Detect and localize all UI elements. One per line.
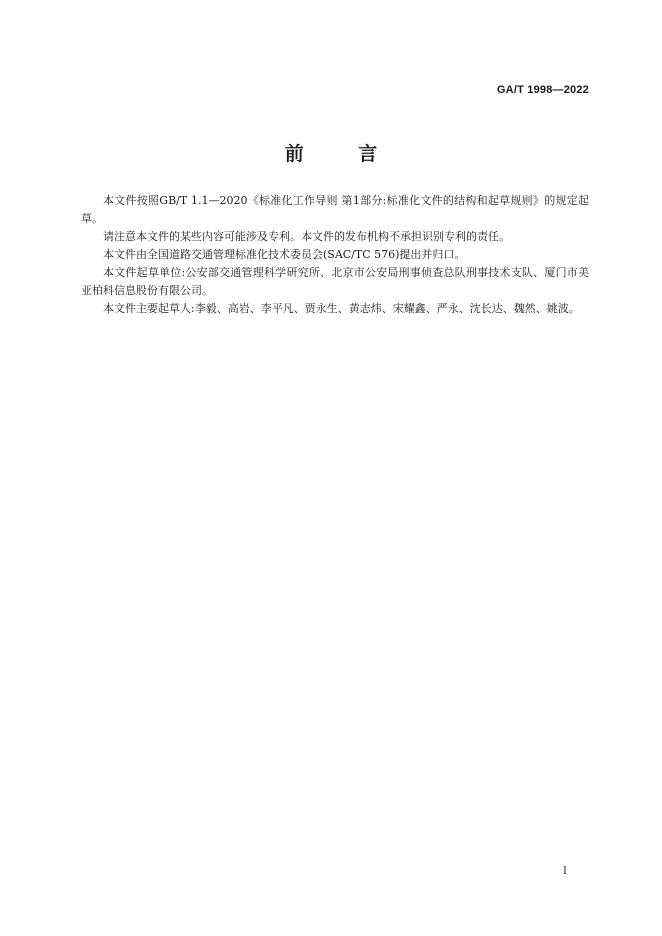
paragraph-proposer: 本文件由全国道路交通管理标准化技术委员会(SAC/TC 576)提出并归口。 (103, 248, 466, 261)
page-number: I (563, 866, 567, 877)
paragraph-drafting-units: 本文件起草单位:公安部交通管理科学研究所、北京市公安局刑事侦查总队刑事技术支队、厦门市美亚柏科信息股份有限公司。 (81, 266, 589, 297)
standard-code: GA/T 1998—2022 (496, 84, 589, 96)
foreword-body (81, 192, 589, 318)
paragraph-drafters: 本文件主要起草人:李毅、高岩、李平凡、贾永生、黄志炜、宋耀鑫、严永、沈长达、魏然、姚波。 (103, 302, 580, 315)
page-title: 前 言 (284, 143, 402, 165)
paragraph-patent-notice: 请注意本文件的某些内容可能涉及专利。本文件的发布机构不承担识别专利的责任。 (103, 230, 510, 243)
paragraph-drafting-rules: 本文件按照GB/T 1.1—2020《标准化工作导则 第1部分:标准化文件的结构和起草规则》的规定起草。 (81, 194, 589, 225)
